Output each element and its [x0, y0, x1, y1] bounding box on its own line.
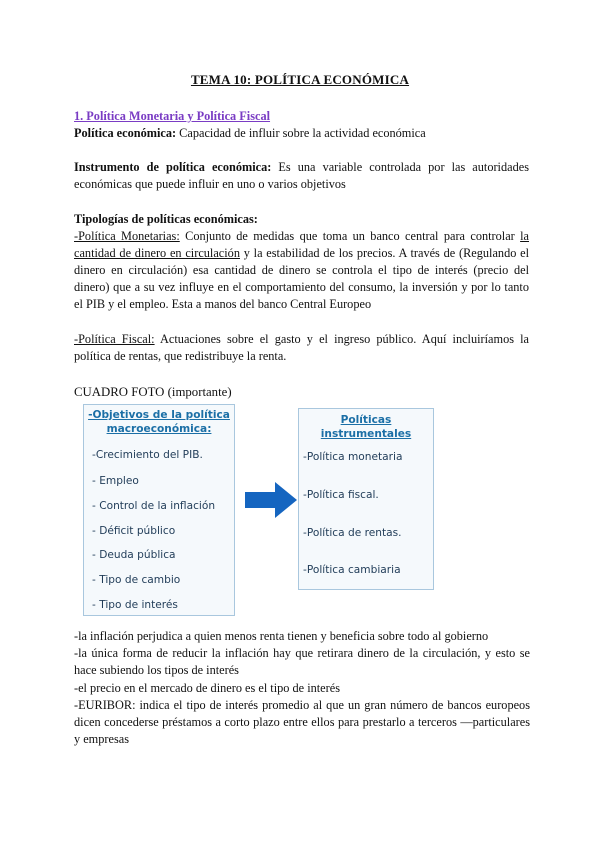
typologies-heading-text: Tipologías de políticas económicas:: [74, 212, 258, 226]
section-heading-text: 1. Política Monetaria y Política Fiscal: [74, 109, 271, 123]
objective-item: - Tipo de interés: [92, 599, 178, 611]
note-inflation-effect: -la inflación perjudica a quien menos renta tienen y beneficia sobre todo al gobierno: [74, 629, 489, 643]
objective-item: - Deuda pública: [92, 549, 176, 561]
arrow-shape: [245, 482, 297, 518]
fiscal-policy-text: Actuaciones sobre el gasto y el ingreso público. Aquí incluiríamos la política de rentas, que redistribuye la renta.: [74, 332, 530, 363]
objective-item: - Déficit público: [92, 525, 176, 537]
monetary-policy-text-b: y la estabilidad de los precios. A través de (Regulando el dinero en circulación) esa cantidad de dinero se controla el tipo de interés (precio del dinero) que a su vez influye en el comportamiento del consumo, la inversión y por lo tanto el PIB y el empleo. Esta a manos del banco Central Europeo: [74, 246, 530, 311]
fiscal-policy-paragraph: [74, 331, 529, 365]
typologies-heading: [74, 211, 529, 228]
instrumental-box-heading-line2: instrumentales: [320, 428, 412, 440]
objective-item: - Tipo de cambio: [92, 574, 181, 586]
note-euribor: -EURIBOR: indica el tipo de interés promedio al que un gran número de bancos europeos dicen concederse préstamos a corto plazo entre ellos para prestarlo a terceros —particulares y empresas: [74, 698, 530, 746]
policy-item: -Política monetaria: [303, 451, 403, 463]
monetary-policy-label: -Política Monetarias:: [74, 229, 180, 243]
definition-text: Capacidad de influir sobre la actividad económica: [176, 126, 426, 140]
objectives-box-heading-line2: macroeconómica:: [106, 423, 212, 435]
fiscal-policy-label: -Política Fiscal:: [74, 332, 155, 346]
monetary-policy-text-a: Conjunto de medidas que toma un banco central para controlar: [179, 229, 521, 243]
monetary-policy-text-underlined: la cantidad de dinero en circulación: [74, 229, 529, 260]
objective-item: - Empleo: [92, 475, 139, 487]
right-arrow-icon: [245, 480, 297, 520]
policy-item: -Política fiscal.: [303, 489, 379, 501]
monetary-policy-paragraph: [74, 228, 529, 313]
policy-item: -Política cambiaria: [303, 564, 401, 576]
note-money-price: -el precio en el mercado de dinero es el tipo de interés: [74, 681, 340, 695]
objective-item: - Control de la inflación: [92, 500, 216, 512]
objective-item: -Crecimiento del PIB.: [92, 449, 203, 461]
objectives-box-heading-line1: -Objetivos de la política: [88, 409, 230, 421]
definition-politica-economica: [74, 125, 529, 142]
note-reduce-inflation: -la única forma de reducir la inflación hay que retirara dinero de la circulación, y esto se hace subiendo los tipos de interés: [74, 646, 530, 677]
objectives-box: [83, 404, 235, 616]
figure-caption: CUADRO FOTO (importante): [74, 385, 232, 399]
section-heading: [74, 108, 529, 125]
policy-item: -Política de rentas.: [303, 527, 402, 539]
instrumental-policies-box: [298, 408, 434, 590]
definition-term: Instrumento de política económica:: [74, 160, 272, 174]
page-title: TEMA 10: POLÍTICA ECONÓMICA: [190, 72, 410, 87]
definition-instrumento: [74, 159, 529, 193]
instrumental-box-heading-line1: Políticas: [340, 414, 392, 426]
definition-term: Política económica:: [74, 126, 177, 140]
definition-text: Es una variable controlada por las autoridades económicas que puede influir en uno o varios objetivos: [74, 160, 529, 191]
